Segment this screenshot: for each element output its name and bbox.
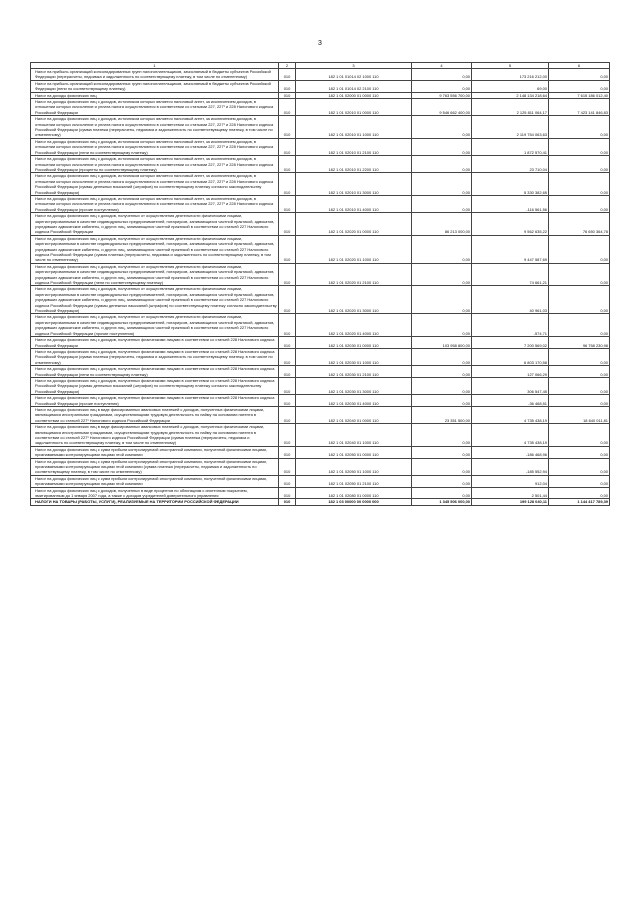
table-row (31, 195, 610, 212)
row-name-text: Налог на доходы физических лиц с доходов, источником которых является налоговый агент, за исключением доходов, в отношении которых исчисление и уплата налога осуществляются в соответствии со статьями 227, 227¹ и 228 Налогового кодекса Российской Федерации (35, 99, 274, 115)
row-planned-amount: 1 345 506 000,00 (412, 499, 472, 505)
row-planned-amount: 0,00 (412, 286, 472, 314)
row-name (31, 499, 279, 505)
row-name-text: Налог на доходы физических лиц (35, 92, 97, 98)
row-actual-amount: 2 119 754 063,63 (472, 116, 549, 139)
table-row (31, 80, 610, 92)
row-name (31, 424, 279, 447)
row-budget-code: 182 1 01 01014 02 2100 110 (296, 80, 412, 92)
row-actual-amount: -116 561,56 (472, 195, 549, 212)
row-budget-code: 182 1 01 02020 01 1000 110 (296, 235, 412, 263)
row-name (31, 286, 279, 314)
row-remaining-amount: 0,00 (549, 395, 610, 407)
row-budget-code: 182 1 01 02050 01 2100 110 (296, 475, 412, 487)
row-name-text: Налог на доходы физических лиц в виде фиксированных авансовых платежей с доходов, полученных физическими лицами, являющимися иностранными гражданами, осуществляющими трудовую деятельность по найму на основании патента в соответствии со статьей 227¹ Налогового кодекса Российской Федерации (35, 406, 265, 423)
row-actual-amount: 2 501,44 (472, 487, 549, 499)
column-number: 1 (31, 63, 279, 69)
row-budget-code: 182 1 01 02080 01 0000 110 (296, 487, 412, 499)
row-planned-amount: 0,00 (412, 487, 472, 499)
row-budget-code: 182 1 01 02010 01 1000 110 (296, 116, 412, 139)
row-budget-code: 182 1 01 01014 02 1000 110 (296, 69, 412, 81)
row-remaining-amount: 0,00 (549, 348, 610, 365)
row-budget-code: 182 1 01 02020 01 4000 110 (296, 314, 412, 337)
row-name (31, 314, 279, 337)
row-name-text: Налог на доходы физических лиц с доходов, источником которых является налоговый агент, за исключением доходов, в отношении которых исчисление и уплата налога осуществляются в соответствии со статьями 227, 227¹ и 228 Налогового кодекса Российской Федерации (пени по соответствующему платежу) (35, 138, 274, 155)
table-row (31, 116, 610, 139)
revenue-table-body (31, 63, 610, 506)
row-line-code: 010 (279, 395, 296, 407)
row-name-text: Налог на доходы физических лиц с доходов, источником которых является налоговый агент, за исключением доходов, в отношении которых исчисление и уплата налога осуществляются в соответствии со статьями 227, 227¹ и 228 Налогового кодекса Российской Федерации (прочие поступления) (35, 195, 274, 212)
row-name (31, 80, 279, 92)
row-planned-amount: 9 546 662 400,00 (412, 99, 472, 116)
row-actual-amount: 1 872 570,41 (472, 138, 549, 155)
row-actual-amount: 912,04 (472, 475, 549, 487)
row-name (31, 235, 279, 263)
row-actual-amount: 9 562 635,22 (472, 213, 549, 236)
row-actual-amount: 2 125 811 064,17 (472, 99, 549, 116)
row-budget-code: 182 1 01 02010 01 4000 110 (296, 195, 412, 212)
row-planned-amount: 0,00 (412, 366, 472, 378)
table-row (31, 69, 610, 81)
row-line-code: 010 (279, 80, 296, 92)
row-name (31, 377, 279, 394)
row-remaining-amount: 0,00 (549, 487, 610, 499)
row-budget-code: 182 1 03 00000 00 0000 000 (296, 499, 412, 505)
table-row (31, 173, 610, 196)
row-actual-amount: 74 661,21 (472, 263, 549, 286)
row-planned-amount: 0,00 (412, 156, 472, 173)
table-row (31, 99, 610, 116)
table-row (31, 348, 610, 365)
row-remaining-amount: 18 640 011,81 (549, 406, 610, 423)
row-line-code: 010 (279, 424, 296, 447)
row-line-code: 010 (279, 406, 296, 423)
table-row (31, 263, 610, 286)
row-remaining-amount: 1 144 417 789,39 (549, 499, 610, 505)
row-remaining-amount: 96 758 230,98 (549, 337, 610, 349)
row-line-code: 010 (279, 173, 296, 196)
row-remaining-amount: 0,00 (549, 458, 610, 475)
row-name-text: Налог на доходы физических лиц с сумм прибыли контролируемой иностранной компании, полученной физическими лицами, признаваемыми контролирующими лицами этой компании (35, 446, 267, 458)
row-name (31, 99, 279, 116)
row-name-text: Налог на доходы физических лиц с доходов, источником которых является налоговый агент, за исключением доходов, в отношении которых исчисление и уплата налога осуществляются в соответствии со статьями 227, 227¹ и 228 Налогового кодекса Российской Федерации (проценты по соответствующему платежу) (35, 156, 274, 172)
row-remaining-amount: 0,00 (549, 69, 610, 81)
row-line-code: 010 (279, 92, 296, 98)
row-actual-amount: -36 468,51 (472, 395, 549, 407)
row-name (31, 348, 279, 365)
row-name-text: Налог на доходы физических лиц с доходов, полученных от осуществления деятельности физическими лицами, зарегистрированными в качестве индивидуальных предпринимателей, нотариусов, занимающихся частной практикой, адвокатов, учредивших адвокатские кабинеты, и других лиц, занимающихся частной практикой в соответствии со статьей 227 Налогового кодекса Российской Федерации (пени по соответствующему платежу) (35, 263, 275, 286)
row-name (31, 213, 279, 236)
row-line-code: 010 (279, 235, 296, 263)
row-budget-code: 182 1 01 02030 01 2100 110 (296, 366, 412, 378)
row-planned-amount: 0,00 (412, 173, 472, 196)
table-row (31, 156, 610, 173)
row-name (31, 395, 279, 407)
row-planned-amount: 0,00 (412, 116, 472, 139)
row-planned-amount: 0,00 (412, 377, 472, 394)
table-row (31, 446, 610, 458)
row-line-code: 010 (279, 487, 296, 499)
row-planned-amount: 0,00 (412, 195, 472, 212)
table-row (31, 406, 610, 423)
row-name-text: НАЛОГИ НА ТОВАРЫ (РАБОТЫ, УСЛУГИ), РЕАЛИЗУЕМЫЕ НА ТЕРРИТОРИИ РОССИЙСКОЙ ФЕДЕРАЦИИ (35, 499, 239, 505)
row-budget-code: 182 1 01 02020 01 0000 110 (296, 213, 412, 236)
table-row (31, 475, 610, 487)
row-planned-amount: 23 351 500,00 (412, 406, 472, 423)
row-budget-code: 182 1 01 02040 01 0000 110 (296, 406, 412, 423)
row-planned-amount: 86 213 000,00 (412, 213, 472, 236)
row-actual-amount: 2 148 134 218,64 (472, 92, 549, 98)
row-actual-amount: 40 961,03 (472, 286, 549, 314)
row-actual-amount: 4 735 438,19 (472, 424, 549, 447)
row-actual-amount: -574,71 (472, 314, 549, 337)
row-line-code: 010 (279, 195, 296, 212)
row-actual-amount: 199 128 040,11 (472, 499, 549, 505)
table-row (31, 377, 610, 394)
row-remaining-amount: 0,00 (549, 116, 610, 139)
row-budget-code: 182 1 01 02040 01 1000 110 (296, 424, 412, 447)
row-planned-amount: 0,00 (412, 458, 472, 475)
row-actual-amount: -185 552,94 (472, 458, 549, 475)
row-name-text: Налог на доходы физических лиц с доходов, полученных физическими лицами в соответствии со статьей 228 Налогового кодекса Российской Федерации (пени по соответствующему платежу) (35, 366, 275, 377)
row-line-code: 010 (279, 446, 296, 458)
row-remaining-amount: 0,00 (549, 80, 610, 92)
column-number: 2 (279, 63, 296, 69)
row-name (31, 366, 279, 378)
row-line-code: 010 (279, 377, 296, 394)
table-row (31, 499, 610, 505)
row-name-text: Налог на прибыль организаций консолидированных групп налогоплательщиков, зачисляемый в бюджеты субъектов Российской Федерации (пени по соответствующему платежу) (35, 80, 271, 92)
row-budget-code: 182 1 01 02030 01 4000 110 (296, 395, 412, 407)
row-planned-amount: 0,00 (412, 263, 472, 286)
row-remaining-amount: 0,00 (549, 366, 610, 378)
row-budget-code: 182 1 01 02030 01 3000 110 (296, 377, 412, 394)
row-actual-amount: 4 735 438,19 (472, 406, 549, 423)
row-remaining-amount: 0,00 (549, 235, 610, 263)
row-name-text: Налог на доходы физических лиц с доходов, источником которых является налоговый агент, за исключением доходов, в отношении которых исчисление и уплата налога осуществляются в соответствии со статьями 227, 227¹ и 228 Налогового кодекса Российской Федерации (сумма платежа (перерасчеты, недоимка и задолженность по соответствующему платежу, в том числе по отмененному) (35, 116, 274, 138)
row-planned-amount: 0,00 (412, 80, 472, 92)
row-name-text: Налог на доходы физических лиц с сумм прибыли контролируемой иностранной компании, полученной физическими лицами, признаваемыми контролирующими лицами этой компании (35, 475, 267, 487)
row-name (31, 116, 279, 139)
row-line-code: 010 (279, 314, 296, 337)
row-planned-amount: 0,00 (412, 235, 472, 263)
row-budget-code: 182 1 01 02020 01 2100 110 (296, 263, 412, 286)
row-name (31, 406, 279, 423)
row-name (31, 156, 279, 173)
row-remaining-amount: 0,00 (549, 138, 610, 155)
row-actual-amount: 6 803 170,58 (472, 348, 549, 365)
page-number: 3 (318, 40, 322, 47)
row-name (31, 195, 279, 212)
row-actual-amount: -186 468,96 (472, 446, 549, 458)
row-actual-amount: 173 216 212,00 (472, 69, 549, 81)
row-planned-amount: 0,00 (412, 348, 472, 365)
table-row (31, 138, 610, 155)
row-budget-code: 182 1 01 02010 01 2200 110 (296, 156, 412, 173)
row-line-code: 010 (279, 69, 296, 81)
revenue-table (30, 62, 610, 506)
row-planned-amount: 0,00 (412, 446, 472, 458)
table-row (31, 395, 610, 407)
column-number: 4 (412, 63, 472, 69)
row-line-code: 010 (279, 337, 296, 349)
row-line-code: 010 (279, 138, 296, 155)
row-name-text: Налог на доходы физических лиц с доходов, полученных от осуществления деятельности физическими лицами, зарегистрированными в качестве индивидуальных предпринимателей, нотариусов, занимающихся частной практикой, адвокатов, учредивших адвокатские кабинеты, и других лиц, занимающихся частной практикой в соответствии со статьей 227 Налогового кодекса Российской Федерации (35, 213, 275, 235)
row-name (31, 173, 279, 196)
row-name-text: Налог на доходы физических лиц с доходов, полученных физическими лицами в соответствии со статьей 228 Налогового кодекса Российской Федерации (суммы денежных взысканий (штрафов) по соответствующему платежу согласно законодательству Российской Федерации) (35, 377, 275, 394)
row-remaining-amount: 0,00 (549, 475, 610, 487)
row-planned-amount: 0,00 (412, 138, 472, 155)
row-budget-code: 182 1 01 02030 01 0000 110 (296, 337, 412, 349)
table-row (31, 366, 610, 378)
row-planned-amount: 0,00 (412, 475, 472, 487)
row-remaining-amount: 0,00 (549, 195, 610, 212)
row-planned-amount: 0,00 (412, 314, 472, 337)
row-budget-code: 182 1 01 02010 01 0000 110 (296, 99, 412, 116)
row-remaining-amount: 76 650 364,78 (549, 213, 610, 236)
row-budget-code: 182 1 01 02020 01 3000 110 (296, 286, 412, 314)
table-row (31, 286, 610, 314)
row-name (31, 69, 279, 81)
table-row (31, 213, 610, 236)
row-name (31, 487, 279, 499)
row-line-code: 010 (279, 458, 296, 475)
row-line-code: 010 (279, 499, 296, 505)
row-actual-amount: 5 330 382,65 (472, 173, 549, 196)
row-remaining-amount: 0,00 (549, 424, 610, 447)
row-name-text: Налог на доходы физических лиц с доходов, полученных от осуществления деятельности физическими лицами, зарегистрированными в качестве индивидуальных предпринимателей, нотариусов, занимающихся частной практикой, адвокатов, учредивших адвокатские кабинеты, и других лиц, занимающихся частной практикой в соответствии со статьей 227 Налогового кодекса Российской Федерации (прочие поступления) (35, 314, 275, 336)
row-name (31, 475, 279, 487)
row-name-text: Налог на доходы физических лиц с доходов, полученных физическими лицами в соответствии со статьей 228 Налогового кодекса Российской Федерации (35, 337, 275, 348)
row-remaining-amount: 0,00 (549, 377, 610, 394)
row-name-text: Налог на прибыль организаций консолидированных групп налогоплательщиков, зачисляемый в бюджеты субъектов Российской Федерации (перерасчеты, недоимка и задолженность по соответствующему платежу, в том числе по отмененному) (35, 69, 271, 80)
table-row (31, 458, 610, 475)
row-name-text: Налог на доходы физических лиц в виде фиксированных авансовых платежей с доходов, полученных физическими лицами, являющимися иностранными гражданами, осуществляющими трудовую деятельность по найму на основании патента в соответствии со статьей 227¹ Налогового кодекса Российской Федерации (сумма платежа (перерасчеты, недоимка и задолженность по соответствующему платежу, в том числе по отмененному) (35, 424, 265, 446)
row-name-text: Налог на доходы физических лиц с доходов, полученных физическими лицами в соответствии со статьей 228 Налогового кодекса Российской Федерации (сумма платежа (перерасчеты, недоимка и задолженность по соответствующему платежу, в том числе по отмененному) (35, 348, 275, 365)
row-remaining-amount: 7 615 186 012,40 (549, 92, 610, 98)
row-name (31, 446, 279, 458)
row-name-text: Налог на доходы физических лиц с доходов, источником которых является налоговый агент, за исключением доходов, в отношении которых исчисление и уплата налога осуществляются в соответствии со статьями 227, 227¹ и 228 Налогового кодекса Российской Федерации (суммы денежных взысканий (штрафов) по соответствующему платежу согласно законодательству Российской Федерации) (35, 173, 274, 195)
row-name-text: Налог на доходы физических лиц с доходов, полученных от осуществления деятельности физическими лицами, зарегистрированными в качестве индивидуальных предпринимателей, нотариусов, занимающихся частной практикой, адвокатов, учредивших адвокатские кабинеты, и других лиц, занимающихся частной практикой в соответствии со статьей 227 Налогового кодекса Российской Федерации (сумма платежа (перерасчеты, недоимка и задолженность по соответствующему платежу, в том числе по отмененному) (35, 235, 275, 263)
row-name-text: Налог на доходы физических лиц с доходов, полученных в виде процентов по облигациям с ипотечным покрытием, эмитированным до 1 января 2007 года, а также с доходов учредителей доверительного управления (35, 487, 248, 499)
row-name (31, 337, 279, 349)
table-row (31, 487, 610, 499)
row-remaining-amount: 0,00 (549, 156, 610, 173)
row-actual-amount: 7 200 569,02 (472, 337, 549, 349)
row-planned-amount: 0,00 (412, 69, 472, 81)
row-name-text: Налог на доходы физических лиц с доходов, полученных от осуществления деятельности физическими лицами, зарегистрированными в качестве индивидуальных предпринимателей, нотариусов, занимающихся частной практикой, адвокатов, учредивших адвокатские кабинеты, и других лиц, занимающихся частной практикой в соответствии со статьей 227 Налогового кодекса Российской Федерации (суммы денежных взысканий (штрафов) по соответствующему платежу согласно законодательству Российской Федерации) (35, 286, 277, 314)
row-name (31, 263, 279, 286)
row-budget-code: 182 1 01 02010 01 2100 110 (296, 138, 412, 155)
row-remaining-amount: 0,00 (549, 286, 610, 314)
row-actual-amount: 69,00 (472, 80, 549, 92)
row-remaining-amount: 0,00 (549, 173, 610, 196)
row-line-code: 010 (279, 475, 296, 487)
row-name-text: Налог на доходы физических лиц с доходов, полученных физическими лицами в соответствии со статьей 228 Налогового кодекса Российской Федерации (прочие поступления) (35, 395, 275, 406)
row-budget-code: 182 1 01 02010 01 3000 110 (296, 173, 412, 196)
table-row (31, 314, 610, 337)
column-number: 5 (472, 63, 549, 69)
column-number: 6 (549, 63, 610, 69)
row-remaining-amount: 0,00 (549, 263, 610, 286)
row-actual-amount: 127 066,29 (472, 366, 549, 378)
table-row (31, 235, 610, 263)
row-line-code: 010 (279, 286, 296, 314)
row-budget-code: 182 1 01 02050 01 0000 110 (296, 446, 412, 458)
row-line-code: 010 (279, 99, 296, 116)
row-planned-amount: 0,00 (412, 395, 472, 407)
row-planned-amount: 103 958 800,00 (412, 337, 472, 349)
row-budget-code: 182 1 01 02000 01 0000 110 (296, 92, 412, 98)
row-name (31, 138, 279, 155)
row-line-code: 010 (279, 116, 296, 139)
row-remaining-amount: 0,00 (549, 446, 610, 458)
row-remaining-amount: 7 423 141 846,83 (549, 99, 610, 116)
row-actual-amount: 23 710,04 (472, 156, 549, 173)
row-line-code: 010 (279, 213, 296, 236)
row-line-code: 010 (279, 156, 296, 173)
row-budget-code: 182 1 01 02030 01 1000 110 (296, 348, 412, 365)
row-name-text: Налог на доходы физических лиц с сумм прибыли контролируемой иностранной компании, полученной физическими лицами, признаваемыми контролирующими лицами этой компании (сумма платежа (перерасчеты, недоимка и задолженность по соответствующему платежу, в том числе по отмененному) (35, 458, 267, 475)
row-actual-amount: 306 547,45 (472, 377, 549, 394)
table-row (31, 424, 610, 447)
row-name (31, 458, 279, 475)
row-line-code: 010 (279, 263, 296, 286)
table-row (31, 337, 610, 349)
row-planned-amount: 0,00 (412, 424, 472, 447)
row-planned-amount: 9 763 556 700,00 (412, 92, 472, 98)
row-remaining-amount: 0,00 (549, 314, 610, 337)
row-line-code: 010 (279, 366, 296, 378)
row-line-code: 010 (279, 348, 296, 365)
row-actual-amount: 9 447 587,69 (472, 235, 549, 263)
column-number: 3 (296, 63, 412, 69)
row-budget-code: 182 1 01 02050 01 1000 110 (296, 458, 412, 475)
